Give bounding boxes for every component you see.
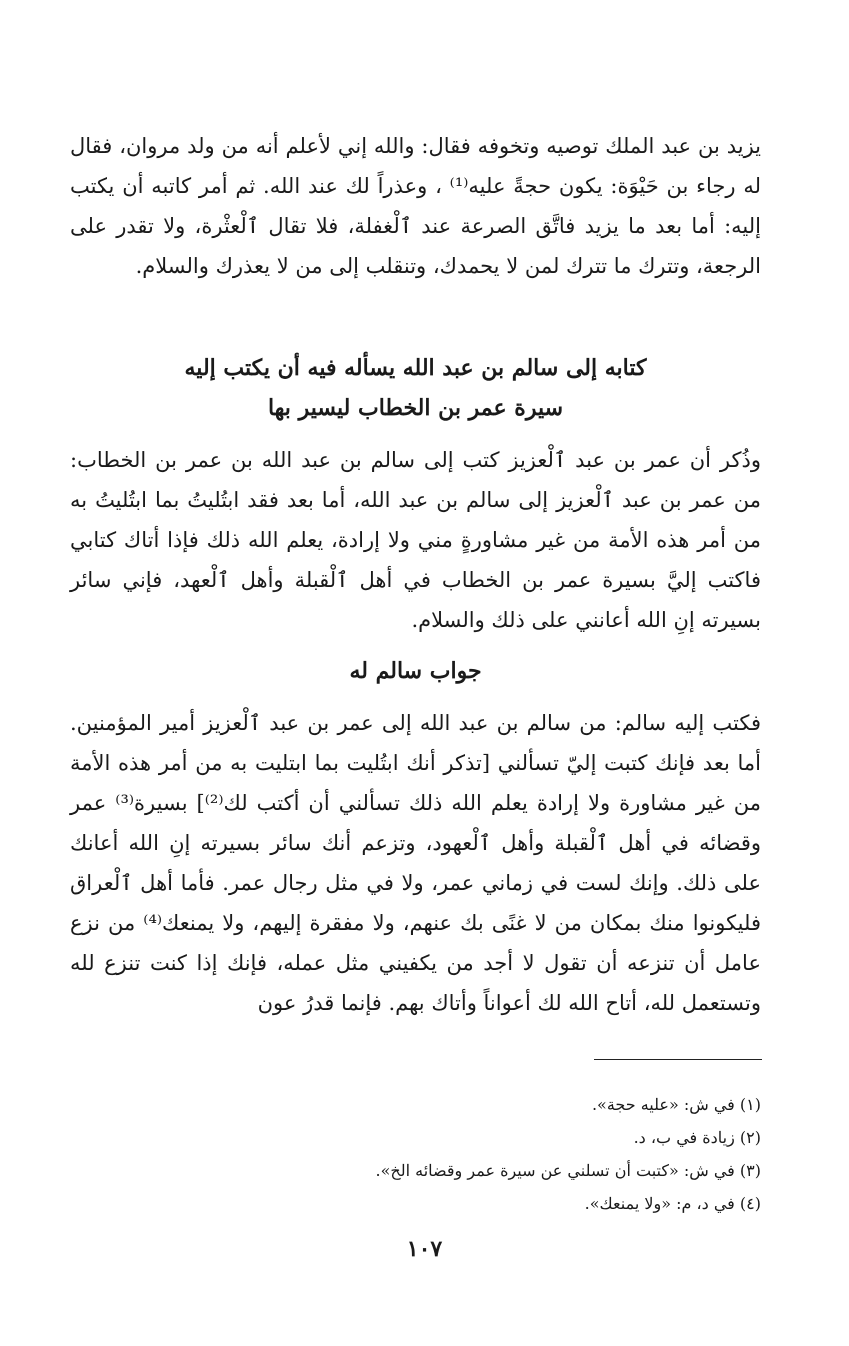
- paragraph-salim-reply: فكتب إليه سالم: من سالم بن عبد الله إلى عمر بن عبد ٱلْعزيز أمير المؤمنين. أما بعد فإنك كتبت إليّ تسألني [تذكر أنك ابتُليت بما ابتليت به من أمر هذه الأمة من غير مشاورة ولا إرادة يعلم الله ذلك تسألني أن أكتب لك⁽²⁾] بسيرة⁽³⁾ عمر وقضائه في أهل ٱلْقبلة وأهل ٱلْعهود، وتزعم أنك سائر بسيرته إنِ الله أعانك على ذلك. وإنك لست في زماني عمر، ولا في مثل رجال عمر. فأما أهل ٱلْعراق فليكونوا منك بمكان من لا غنًى بك عنهم، ولا مفقرة إليهم، ولا يمنعك⁽⁴⁾ من نزع عامل أن تنزعه أن تقول لا أجد من يكفيني مثل عمله، فإنك إذا كنت تنزع لله وتستعمل لله، أتاح الله لك أعواناً وأتاك بهم. فإنما قدرُ عون: [70, 711, 762, 1015]
- paragraph-letter-to-salim: وذُكر أن عمر بن عبد ٱلْعزيز كتب إلى سالم بن عبد الله بن عمر بن الخطاب: من عمر بن عبد ٱلْعزيز إلى سالم بن عبد الله، أما بعد فقد ابتُليتُ بما ابتُليتُ به من أمر هذه الأمة من غير مشاورةٍ مني ولا إرادة، يعلم الله ذلك فإذا أتاك كتابي فاكتب إليَّ بسيرة عمر بن الخطاب في أهل ٱلْقبلة وأهل ٱلْعهد، فإني سائر بسيرته إنِ الله أعانني على ذلك والسلام.: [70, 448, 761, 632]
- footnote-separator: [594, 1059, 762, 1060]
- section-heading-letter-to-salim-line-2: سيرة عمر بن الخطاب ليسير بها: [267, 395, 564, 421]
- footnote-4: (٤) في د، م: «ولا يمنعك».: [584, 1194, 761, 1213]
- section-heading-salim-reply: جواب سالم له: [349, 658, 482, 684]
- section-heading-letter-to-salim-line-1: كتابه إلى سالم بن عبد الله يسأله فيه أن يكتب إليه: [184, 355, 647, 381]
- footnote-2: (٢) زيادة في ب، د.: [633, 1128, 761, 1147]
- footnotes-list: [300, 1088, 761, 1220]
- footnote-1: (١) في ش: «عليه حجة».: [591, 1095, 761, 1114]
- page-number: ١٠٧: [406, 1236, 443, 1262]
- paragraph-intro: يزيد بن عبد الملك توصيه وتخوفه فقال: والله إني لأعلم أنه من ولد مروان، فقال له رجاء بن حَيْوَة: يكون حجةً عليه⁽¹⁾ ، وعذراً لك عند الله. ثم أمر كاتبه أن يكتب إليه: أما بعد ما يزيد فاتَّق الصرعة عند ٱلْغفلة، فلا تقال ٱلْعثْرة، ولا تقدر على الرجعة، وتترك ما تترك لمن لا يحمدك، وتنقلب إلى من لا يعذرك والسلام.: [70, 134, 761, 278]
- footnote-3: (٣) في ش: «كتبت أن تسلني عن سيرة عمر وقضائه الخ».: [375, 1161, 761, 1180]
